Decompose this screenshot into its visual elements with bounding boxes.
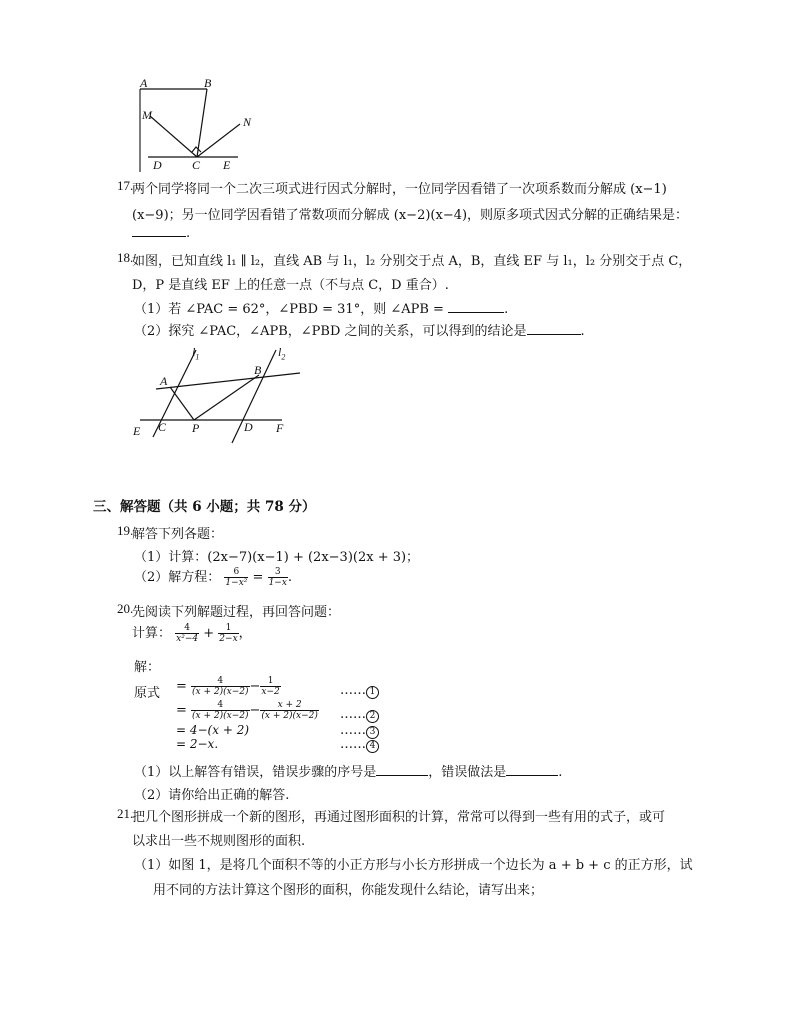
q20-calc-comma: ， <box>238 626 252 641</box>
q19-number: 19. <box>117 523 134 538</box>
q19-fraction-right <box>268 567 288 588</box>
q20-intro: 先阅读下列解题过程，再回答问题： <box>132 605 341 620</box>
q19-equals: = <box>252 570 264 585</box>
q19-period: . <box>287 570 293 585</box>
q20-step1-eq: = <box>176 679 187 694</box>
q20-step1-frac1 <box>191 676 249 697</box>
q20-c2-den: 2−x <box>219 634 238 644</box>
q20-step2-number: 2 <box>366 710 379 723</box>
q21-sub1-line1: （1）如图 1，是将几个面积不等的小正方形与小长方形拼成一个边长为 a + b + c 的正方形，试 <box>134 858 693 873</box>
q20-step2 <box>176 700 319 721</box>
q19-sub2 <box>134 566 292 588</box>
q20-calc-label: 计算： <box>132 626 172 641</box>
q20-step2-frac2 <box>260 700 318 721</box>
label-F: F <box>276 421 284 435</box>
q20-r1fb-den: x−2 <box>261 687 280 697</box>
label-B-top: B <box>204 76 212 90</box>
segment-AP <box>170 387 194 420</box>
label-M: M <box>142 108 152 122</box>
q20-step3-number: 3 <box>366 726 379 739</box>
q21-line1: 把几个图形拼成一个新的图形，再通过图形面积的计算，常常可以得到一些有用的式子，或可 <box>132 810 666 825</box>
q20-step4: = 2−x. <box>176 737 219 751</box>
label-l1-sub: 1 <box>195 352 200 362</box>
q20-yuanshi: 原式 <box>134 686 161 701</box>
label-C-mid: C <box>158 420 167 434</box>
q20-dots3: …… <box>340 723 366 738</box>
q20-r2fa-num: 4 <box>191 700 249 711</box>
q20-step1 <box>176 676 281 697</box>
q20-step2-eq: = <box>176 703 187 718</box>
q19-sub1: （1）计算：(2x−7)(x−1) + (2x−3)(2x + 3)； <box>134 550 420 565</box>
q17-number: 17. <box>117 178 134 193</box>
q19-f1-num: 6 <box>224 567 248 578</box>
q19-sub2-label: （2）解方程： <box>134 570 221 585</box>
q20-c1-num: 4 <box>175 623 199 634</box>
q20-r2fb-num: x + 2 <box>260 700 318 711</box>
label-P: P <box>192 421 200 435</box>
q20-step2-marker <box>340 707 379 723</box>
q18-line1: 如图，已知直线 l₁ ∥ l₂，直线 AB 与 l₁，l₂ 分别交于点 A，B，直线 EF 与 l₁，l₂ 分别交于点 C， <box>132 254 692 269</box>
q20-c2-num: 1 <box>218 623 238 634</box>
q20-sub1-period: . <box>558 765 563 780</box>
q20-dots4: …… <box>340 737 366 752</box>
q20-step3: = 4−(x + 2) <box>176 723 250 737</box>
q19-fraction-left <box>224 567 248 588</box>
q20-step1-frac2 <box>260 676 280 697</box>
q18-sub2-period: . <box>580 324 585 339</box>
label-l2-main: l <box>278 345 282 359</box>
q18-line2: D，P 是直线 EF 上的任意一点（不与点 C，D 重合）. <box>132 278 449 293</box>
q20-r2fb-den: (x + 2)(x−2) <box>261 711 318 721</box>
q20-calc <box>132 622 252 644</box>
label-B-mid: B <box>254 363 262 377</box>
q20-c1-den: x²−4 <box>176 634 199 644</box>
q20-dots1: …… <box>340 683 366 698</box>
q18-sub1-text: （1）若 ∠PAC = 62°，∠PBD = 31°，则 ∠APB = <box>134 302 444 317</box>
label-l2 <box>278 345 285 361</box>
line-AB-mid <box>156 373 300 389</box>
q20-step1-marker <box>340 683 379 699</box>
label-D-top: D <box>153 158 162 172</box>
q19-f2-num: 3 <box>268 567 288 578</box>
q21-line2: 以求出一些不规则图形的面积. <box>132 834 306 849</box>
q20-r1fa-den: (x + 2)(x−2) <box>192 687 249 697</box>
q19-intro: 解答下列各题： <box>132 527 224 542</box>
q20-step2-frac1 <box>191 700 249 721</box>
q20-dots2: …… <box>340 707 366 722</box>
q20-step4-number: 4 <box>366 740 379 753</box>
q18-number: 18. <box>117 250 134 265</box>
q21-sub1-line2: 用不同的方法计算这个图形的面积，你能发现什么结论，请写出来； <box>153 883 544 898</box>
label-l1-main: l <box>192 345 196 359</box>
label-l2-sub: 2 <box>281 352 286 362</box>
label-A-mid: A <box>160 374 168 388</box>
q20-sub2: （2）请你给出正确的解答. <box>134 788 290 803</box>
label-N: N <box>243 115 252 129</box>
q19-f1-den: 1−x² <box>225 578 248 588</box>
section-heading: 三、解答题（共 6 小题；共 78 分） <box>93 499 316 515</box>
q18-sub1-period: . <box>504 302 509 317</box>
q20-sub1-text: （1）以上解答有错误，错误步骤的序号是 <box>134 765 377 780</box>
label-A-top: A <box>140 76 148 90</box>
label-D-mid: D <box>244 420 253 434</box>
label-C-top: C <box>192 158 201 172</box>
q20-sub1-blank2[interactable] <box>506 763 558 776</box>
q20-step2-minus: − <box>249 703 261 718</box>
q20-number: 20. <box>117 601 134 616</box>
q17-line1: 两个同学将同一个二次三项式进行因式分解时，一位同学因看错了一次项系数而分解成 (x−1) <box>132 182 667 197</box>
q20-calc-frac2 <box>218 623 238 644</box>
q17-period: . <box>186 226 191 241</box>
q20-jie: 解： <box>134 660 161 675</box>
q20-r1fb-num: 1 <box>260 676 280 687</box>
q20-r2fa-den: (x + 2)(x−2) <box>192 711 249 721</box>
label-E-top: E <box>223 158 231 172</box>
q20-step4-marker <box>340 737 379 753</box>
q20-r1fa-num: 4 <box>191 676 249 687</box>
q20-step1-minus: − <box>249 679 261 694</box>
label-l1 <box>192 345 199 361</box>
q21-number: 21. <box>117 806 134 821</box>
q20-step1-number: 1 <box>366 686 379 699</box>
label-E-mid: E <box>133 424 141 438</box>
q20-calc-frac1 <box>175 623 199 644</box>
q20-sub1 <box>134 761 562 780</box>
q17-line2: (x−9)；另一位同学因看错了常数项而分解成 (x−2)(x−4)，则原多项式因式分解的正确结果是： <box>132 208 689 223</box>
q20-sub1-mid: ，错误做法是 <box>428 765 507 780</box>
q19-f2-den: 1−x <box>268 578 287 588</box>
q18-sub2-text: （2）探究 ∠PAC，∠APB，∠PBD 之间的关系，可以得到的结论是 <box>134 324 527 339</box>
q20-sub1-blank1[interactable] <box>376 763 428 776</box>
q20-calc-plus: + <box>203 626 215 641</box>
